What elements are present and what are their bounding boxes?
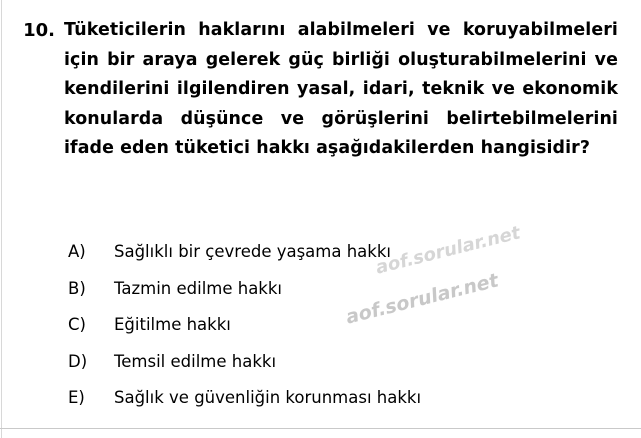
option-text: Eğitilme hakkı xyxy=(114,315,231,334)
answer-options xyxy=(68,240,618,423)
option-letter: D) xyxy=(68,351,88,371)
watermark-lower: aof.sorular.net xyxy=(343,269,501,329)
option-b[interactable] xyxy=(68,277,618,301)
left-margin-rule xyxy=(0,0,3,438)
option-letter: B) xyxy=(68,278,86,298)
option-text: Tazmin edilme hakkı xyxy=(114,278,283,298)
option-d[interactable] xyxy=(68,350,618,374)
option-letter: C) xyxy=(68,315,86,334)
watermark-upper: aof.sorular.net xyxy=(373,222,523,279)
question-text: Tüketicilerin haklarını alabilmeleri ve koruyabilmeleri için bir araya gelerek güç birliği oluşturabilmelerini ve kendilerini ilgilendiren yasal, idari, teknik ve ekonomik konularda düşünce ve görüşlerini belirtebilmelerini ifade eden tüketici hakkı aşağıdakilerden hangisidir? xyxy=(64,20,618,158)
option-letter: A) xyxy=(68,242,86,261)
option-e[interactable] xyxy=(68,386,618,410)
question-number: 10. xyxy=(23,20,55,41)
option-c[interactable] xyxy=(68,313,618,337)
bottom-rule xyxy=(0,428,641,429)
option-text: Sağlıklı bir çevrede yaşama hakkı xyxy=(114,242,391,261)
option-text: Sağlık ve güvenliğin korunması hakkı xyxy=(114,388,422,407)
question-block xyxy=(22,16,618,164)
option-letter: E) xyxy=(68,388,85,407)
option-a[interactable] xyxy=(68,240,618,264)
option-text: Temsil edilme hakkı xyxy=(114,351,277,371)
